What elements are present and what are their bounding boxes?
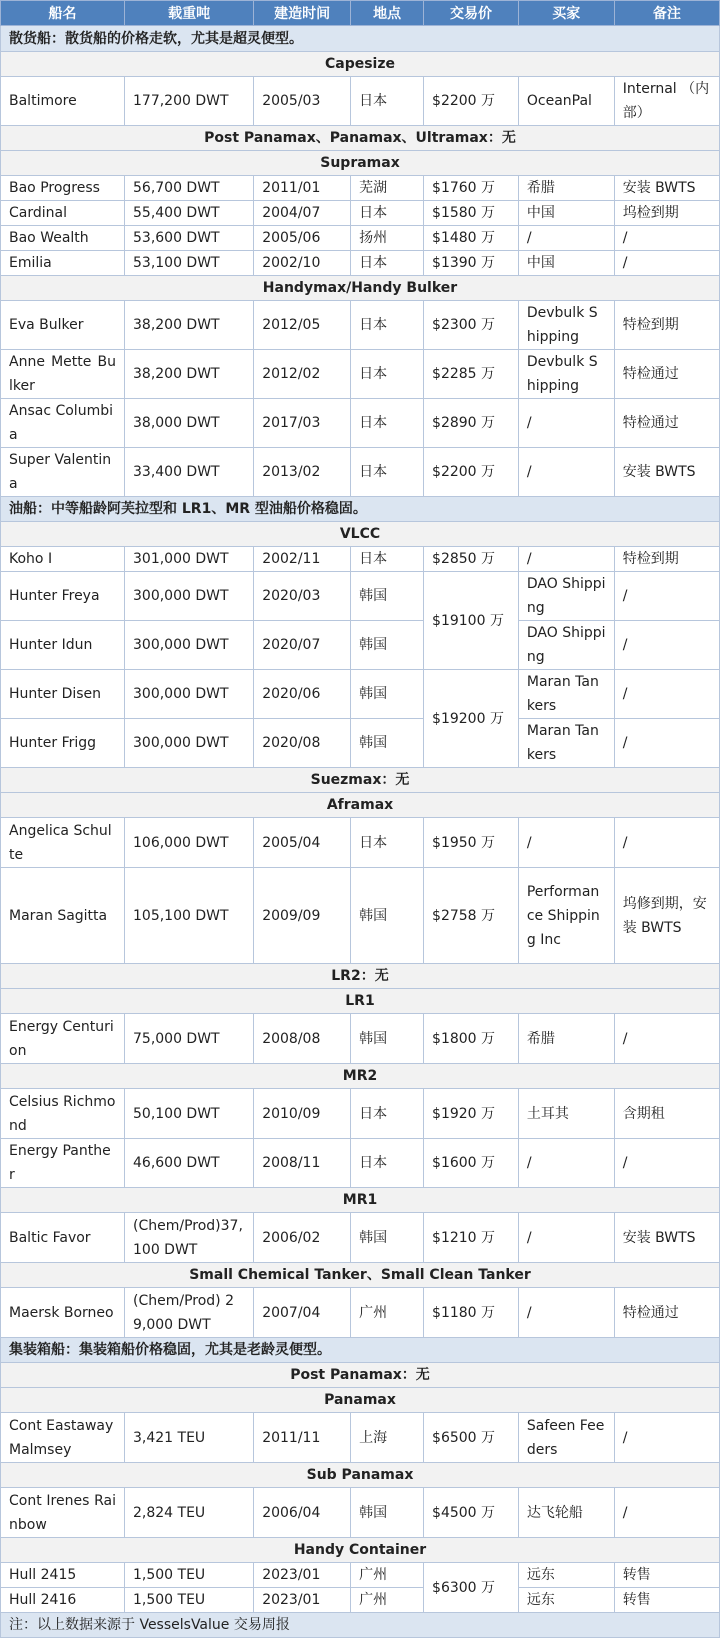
cell-location: 日本 <box>351 301 424 350</box>
table-row <box>1 201 720 226</box>
table-row <box>1 1139 720 1188</box>
cell-ship: Ansac Columbia <box>1 399 125 448</box>
category-mr2: MR2 <box>1 1064 720 1089</box>
category-row <box>1 126 720 151</box>
cell-buyer: 中国 <box>518 201 614 226</box>
cell-built: 2008/11 <box>254 1139 351 1188</box>
category-row <box>1 964 720 989</box>
cell-location: 日本 <box>351 77 424 126</box>
cell-buyer: / <box>518 226 614 251</box>
section-container: 集装箱船：集装箱船价格稳固，尤其是老龄灵便型。 <box>1 1338 720 1363</box>
cell-ship: Baltimore <box>1 77 125 126</box>
table-row <box>1 1014 720 1064</box>
cell-remarks: 特检通过 <box>614 399 719 448</box>
cell-ship: Cardinal <box>1 201 125 226</box>
category-lr1: LR1 <box>1 989 720 1014</box>
cell-buyer: DAO Shipping <box>518 572 614 621</box>
cell-price: $2200 万 <box>424 77 519 126</box>
cell-built: 2005/04 <box>254 818 351 868</box>
category-row <box>1 1188 720 1213</box>
cell-built: 2012/02 <box>254 350 351 399</box>
cell-ship: Hunter Frigg <box>1 719 125 768</box>
cell-buyer: Safeen Feeders <box>518 1413 614 1463</box>
cell-ship: Eva Bulker <box>1 301 125 350</box>
cell-price: $1480 万 <box>424 226 519 251</box>
cell-ship: Hull 2415 <box>1 1563 125 1588</box>
cell-price: $2285 万 <box>424 350 519 399</box>
cell-dwt: 38,000 DWT <box>125 399 254 448</box>
cell-dwt: 53,100 DWT <box>125 251 254 276</box>
table-row <box>1 1488 720 1538</box>
category-capesize: Capesize <box>1 52 720 77</box>
category-row <box>1 989 720 1014</box>
cell-buyer: / <box>518 547 614 572</box>
cell-ship: Hunter Disen <box>1 670 125 719</box>
col-header-location: 地点 <box>351 1 424 26</box>
cell-built: 2020/06 <box>254 670 351 719</box>
cell-remarks: / <box>614 1413 719 1463</box>
cell-built: 2020/07 <box>254 621 351 670</box>
category-mr1: MR1 <box>1 1188 720 1213</box>
cell-remarks: / <box>614 226 719 251</box>
section-tanker: 油船：中等船龄阿芙拉型和 LR1、MR 型油船价格稳固。 <box>1 497 720 522</box>
table-row <box>1 448 720 497</box>
cell-remarks: / <box>614 1014 719 1064</box>
category-suezmax: Suezmax：无 <box>1 768 720 793</box>
cell-price: $19100 万 <box>424 572 519 670</box>
cell-location: 韩国 <box>351 1213 424 1263</box>
cell-built: 2012/05 <box>254 301 351 350</box>
cell-built: 2011/11 <box>254 1413 351 1463</box>
category-supramax: Supramax <box>1 151 720 176</box>
cell-dwt: 1,500 TEU <box>125 1563 254 1588</box>
cell-ship: Super Valentina <box>1 448 125 497</box>
cell-location: 上海 <box>351 1413 424 1463</box>
cell-price: $1760 万 <box>424 176 519 201</box>
cell-ship: Hull 2416 <box>1 1588 125 1613</box>
category-row <box>1 1463 720 1488</box>
cell-ship: Energy Panther <box>1 1139 125 1188</box>
cell-remarks: / <box>614 621 719 670</box>
cell-dwt: 55,400 DWT <box>125 201 254 226</box>
category-row <box>1 151 720 176</box>
section-row <box>1 497 720 522</box>
cell-buyer: Devbulk Shipping <box>518 350 614 399</box>
cell-remarks: / <box>614 670 719 719</box>
cell-buyer: 希腊 <box>518 176 614 201</box>
table-row <box>1 868 720 964</box>
table-row <box>1 719 720 768</box>
cell-ship: Cont Irenes Rainbow <box>1 1488 125 1538</box>
cell-price: $1600 万 <box>424 1139 519 1188</box>
cell-price: $1800 万 <box>424 1014 519 1064</box>
cell-dwt: 33,400 DWT <box>125 448 254 497</box>
cell-price: $19200 万 <box>424 670 519 768</box>
cell-remarks: 特检到期 <box>614 547 719 572</box>
table-row <box>1 1213 720 1263</box>
cell-dwt: 75,000 DWT <box>125 1014 254 1064</box>
table-row <box>1 350 720 399</box>
cell-built: 2023/01 <box>254 1563 351 1588</box>
table-row <box>1 176 720 201</box>
cell-location: 广州 <box>351 1588 424 1613</box>
cell-ship: Maersk Borneo <box>1 1288 125 1338</box>
cell-dwt: 105,100 DWT <box>125 868 254 964</box>
note-row <box>1 1613 720 1638</box>
category-post-panamax-bulk: Post Panamax、Panamax、Ultramax：无 <box>1 126 720 151</box>
category-vlcc: VLCC <box>1 522 720 547</box>
cell-location: 广州 <box>351 1288 424 1338</box>
source-note: 注：以上数据来源于 VesselsValue 交易周报 <box>1 1613 720 1638</box>
cell-built: 2009/09 <box>254 868 351 964</box>
cell-price: $2200 万 <box>424 448 519 497</box>
category-handy-container: Handy Container <box>1 1538 720 1563</box>
cell-buyer: 土耳其 <box>518 1089 614 1139</box>
cell-location: 日本 <box>351 547 424 572</box>
category-row <box>1 1263 720 1288</box>
cell-dwt: 106,000 DWT <box>125 818 254 868</box>
cell-price: $1180 万 <box>424 1288 519 1338</box>
cell-price: $2890 万 <box>424 399 519 448</box>
cell-price: $6500 万 <box>424 1413 519 1463</box>
cell-buyer: OceanPal <box>518 77 614 126</box>
col-header-built: 建造时间 <box>254 1 351 26</box>
category-row <box>1 1538 720 1563</box>
table-row <box>1 621 720 670</box>
table-row <box>1 251 720 276</box>
category-row <box>1 1388 720 1413</box>
table-row <box>1 547 720 572</box>
cell-remarks: / <box>614 1139 719 1188</box>
cell-location: 韩国 <box>351 670 424 719</box>
cell-location: 日本 <box>351 399 424 448</box>
col-header-dwt: 载重吨 <box>125 1 254 26</box>
cell-ship: Bao Progress <box>1 176 125 201</box>
cell-buyer: DAO Shipping <box>518 621 614 670</box>
cell-buyer: Devbulk Shipping <box>518 301 614 350</box>
cell-built: 2006/02 <box>254 1213 351 1263</box>
cell-dwt: (Chem/Prod) 29,000 DWT <box>125 1288 254 1338</box>
cell-buyer: 远东 <box>518 1588 614 1613</box>
cell-location: 韩国 <box>351 1014 424 1064</box>
category-row <box>1 52 720 77</box>
category-row <box>1 1064 720 1089</box>
cell-buyer: Performance Shipping Inc <box>518 868 614 964</box>
cell-remarks: 安装 BWTS <box>614 1213 719 1263</box>
cell-ship: Bao Wealth <box>1 226 125 251</box>
cell-ship: Angelica Schulte <box>1 818 125 868</box>
cell-remarks: 特检到期 <box>614 301 719 350</box>
cell-location: 广州 <box>351 1563 424 1588</box>
table-row <box>1 399 720 448</box>
cell-location: 韩国 <box>351 572 424 621</box>
cell-ship: Maran Sagitta <box>1 868 125 964</box>
cell-built: 2020/08 <box>254 719 351 768</box>
col-header-ship-name: 船名 <box>1 1 125 26</box>
category-row <box>1 276 720 301</box>
cell-built: 2010/09 <box>254 1089 351 1139</box>
cell-dwt: 301,000 DWT <box>125 547 254 572</box>
cell-remarks: 转售 <box>614 1563 719 1588</box>
cell-price: $1920 万 <box>424 1089 519 1139</box>
cell-location: 韩国 <box>351 1488 424 1538</box>
cell-built: 2011/01 <box>254 176 351 201</box>
cell-ship: Hunter Idun <box>1 621 125 670</box>
col-header-buyer: 买家 <box>518 1 614 26</box>
table-row <box>1 226 720 251</box>
cell-buyer: / <box>518 399 614 448</box>
category-row <box>1 793 720 818</box>
cell-ship: Hunter Freya <box>1 572 125 621</box>
category-post-panamax-container: Post Panamax：无 <box>1 1363 720 1388</box>
cell-location: 扬州 <box>351 226 424 251</box>
cell-remarks: / <box>614 818 719 868</box>
cell-remarks: / <box>614 719 719 768</box>
cell-ship: Cont Eastaway Malmsey <box>1 1413 125 1463</box>
cell-dwt: 300,000 DWT <box>125 719 254 768</box>
cell-ship: Anne Mette Bulker <box>1 350 125 399</box>
cell-location: 日本 <box>351 201 424 226</box>
cell-location: 日本 <box>351 818 424 868</box>
cell-ship: Energy Centurion <box>1 1014 125 1064</box>
cell-buyer: Maran Tankers <box>518 670 614 719</box>
cell-buyer: / <box>518 1288 614 1338</box>
cell-location: 日本 <box>351 448 424 497</box>
cell-remarks: / <box>614 1488 719 1538</box>
cell-location: 日本 <box>351 350 424 399</box>
cell-ship: Koho I <box>1 547 125 572</box>
cell-built: 2008/08 <box>254 1014 351 1064</box>
cell-dwt: 38,200 DWT <box>125 301 254 350</box>
cell-dwt: (Chem/Prod)37,100 DWT <box>125 1213 254 1263</box>
cell-price: $1580 万 <box>424 201 519 226</box>
cell-location: 韩国 <box>351 621 424 670</box>
cell-remarks: 坞修到期，安装 BWTS <box>614 868 719 964</box>
cell-built: 2023/01 <box>254 1588 351 1613</box>
category-row <box>1 1363 720 1388</box>
category-handymax: Handymax/Handy Bulker <box>1 276 720 301</box>
col-header-remarks: 备注 <box>614 1 719 26</box>
cell-ship: Celsius Richmond <box>1 1089 125 1139</box>
cell-built: 2006/04 <box>254 1488 351 1538</box>
cell-location: 韩国 <box>351 868 424 964</box>
cell-remarks: Internal （内部） <box>614 77 719 126</box>
cell-dwt: 300,000 DWT <box>125 572 254 621</box>
cell-remarks: 转售 <box>614 1588 719 1613</box>
cell-price: $2758 万 <box>424 868 519 964</box>
cell-ship: Baltic Favor <box>1 1213 125 1263</box>
cell-built: 2002/10 <box>254 251 351 276</box>
cell-remarks: / <box>614 572 719 621</box>
cell-buyer: 达飞轮船 <box>518 1488 614 1538</box>
cell-built: 2017/03 <box>254 399 351 448</box>
section-row <box>1 1338 720 1363</box>
table-row <box>1 301 720 350</box>
category-sub-panamax: Sub Panamax <box>1 1463 720 1488</box>
cell-dwt: 3,421 TEU <box>125 1413 254 1463</box>
cell-built: 2007/04 <box>254 1288 351 1338</box>
cell-dwt: 56,700 DWT <box>125 176 254 201</box>
cell-remarks: 特检通过 <box>614 1288 719 1338</box>
cell-ship: Emilia <box>1 251 125 276</box>
section-row <box>1 26 720 52</box>
category-panamax: Panamax <box>1 1388 720 1413</box>
section-bulk: 散货船：散货船的价格走软，尤其是超灵便型。 <box>1 26 720 52</box>
cell-remarks: 含期租 <box>614 1089 719 1139</box>
header-row <box>1 1 720 26</box>
cell-dwt: 300,000 DWT <box>125 670 254 719</box>
cell-remarks: 安装 BWTS <box>614 176 719 201</box>
category-small-tanker: Small Chemical Tanker、Small Clean Tanker <box>1 1263 720 1288</box>
cell-buyer: / <box>518 1213 614 1263</box>
cell-built: 2002/11 <box>254 547 351 572</box>
cell-location: 芜湖 <box>351 176 424 201</box>
cell-location: 日本 <box>351 1089 424 1139</box>
cell-dwt: 50,100 DWT <box>125 1089 254 1139</box>
cell-price: $1390 万 <box>424 251 519 276</box>
table-row <box>1 572 720 621</box>
cell-remarks: 坞检到期 <box>614 201 719 226</box>
cell-location: 韩国 <box>351 719 424 768</box>
cell-remarks: 安装 BWTS <box>614 448 719 497</box>
category-aframax: Aframax <box>1 793 720 818</box>
cell-location: 日本 <box>351 251 424 276</box>
cell-price: $4500 万 <box>424 1488 519 1538</box>
table-row <box>1 818 720 868</box>
cell-price: $6300 万 <box>424 1563 519 1613</box>
cell-buyer: / <box>518 1139 614 1188</box>
cell-buyer: 希腊 <box>518 1014 614 1064</box>
table-row <box>1 1089 720 1139</box>
cell-buyer: / <box>518 818 614 868</box>
cell-built: 2013/02 <box>254 448 351 497</box>
cell-dwt: 38,200 DWT <box>125 350 254 399</box>
table-row <box>1 1588 720 1613</box>
cell-location: 日本 <box>351 1139 424 1188</box>
cell-built: 2020/03 <box>254 572 351 621</box>
cell-remarks: 特检通过 <box>614 350 719 399</box>
cell-dwt: 2,824 TEU <box>125 1488 254 1538</box>
col-header-price: 交易价 <box>424 1 519 26</box>
cell-remarks: / <box>614 251 719 276</box>
table-row <box>1 670 720 719</box>
cell-dwt: 46,600 DWT <box>125 1139 254 1188</box>
cell-price: $1950 万 <box>424 818 519 868</box>
cell-built: 2005/03 <box>254 77 351 126</box>
cell-built: 2005/06 <box>254 226 351 251</box>
cell-built: 2004/07 <box>254 201 351 226</box>
category-row <box>1 768 720 793</box>
table-row <box>1 77 720 126</box>
table-row <box>1 1288 720 1338</box>
cell-dwt: 1,500 TEU <box>125 1588 254 1613</box>
category-lr2: LR2：无 <box>1 964 720 989</box>
cell-price: $2850 万 <box>424 547 519 572</box>
cell-buyer: Maran Tankers <box>518 719 614 768</box>
cell-buyer: / <box>518 448 614 497</box>
cell-buyer: 中国 <box>518 251 614 276</box>
cell-dwt: 53,600 DWT <box>125 226 254 251</box>
table-row <box>1 1413 720 1463</box>
cell-price: $2300 万 <box>424 301 519 350</box>
cell-price: $1210 万 <box>424 1213 519 1263</box>
category-row <box>1 522 720 547</box>
table-row <box>1 1563 720 1588</box>
cell-dwt: 177,200 DWT <box>125 77 254 126</box>
cell-dwt: 300,000 DWT <box>125 621 254 670</box>
cell-buyer: 远东 <box>518 1563 614 1588</box>
